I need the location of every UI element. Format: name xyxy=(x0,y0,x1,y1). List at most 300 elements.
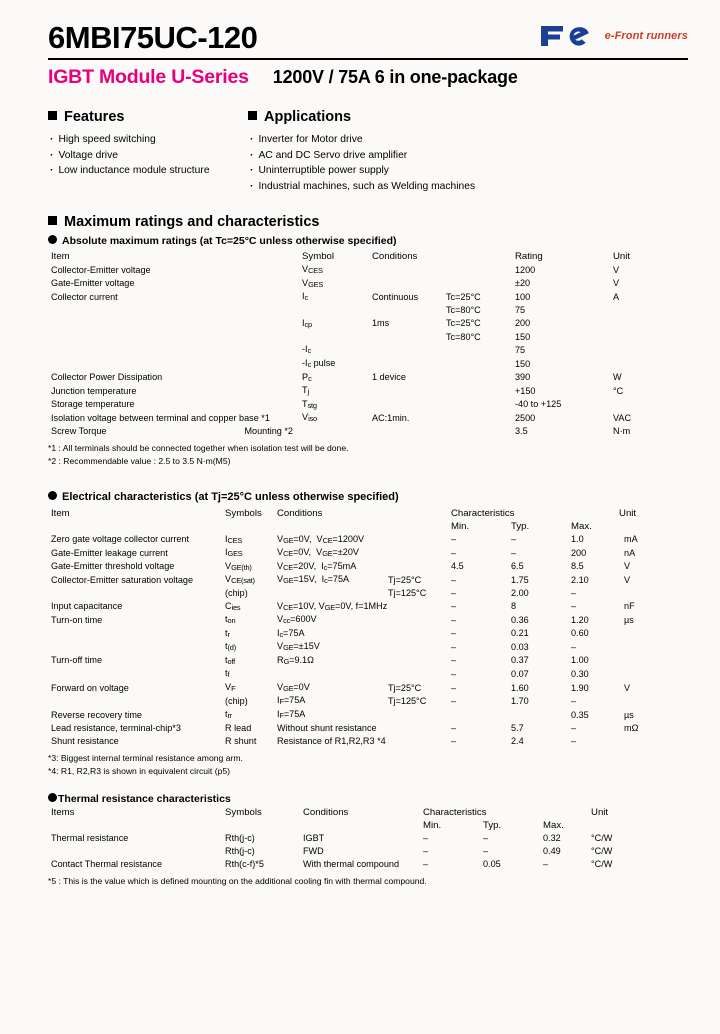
cell-item xyxy=(48,845,222,858)
cell-min: – xyxy=(451,614,457,625)
cell-symbol: $t_r$ xyxy=(225,627,230,639)
col-header-conditions: Conditions xyxy=(277,507,323,519)
cell-unit: V xyxy=(624,682,631,693)
cell-condition xyxy=(274,587,382,600)
cell-condition-1 xyxy=(369,384,512,398)
cell-condition-1 xyxy=(369,304,443,317)
cell-item: Collector current xyxy=(51,292,118,303)
col-header-characteristics: Characteristics xyxy=(423,807,487,819)
electrical-table xyxy=(48,507,660,748)
cell-typ: 8 xyxy=(511,601,517,612)
cell-min: – xyxy=(451,547,457,558)
cell-condition-2 xyxy=(443,277,512,291)
cell-condition-1 xyxy=(369,398,512,412)
col-header-typ: Typ. xyxy=(483,820,502,832)
datasheet-page xyxy=(0,22,720,1034)
cell-condition-1: Continuous xyxy=(372,291,419,302)
cell-unit: µs xyxy=(624,709,634,720)
cell-unit: A xyxy=(613,292,620,303)
cell-max: – xyxy=(571,588,577,599)
header-subtitle xyxy=(48,66,688,89)
cell-max: 1.20 xyxy=(571,614,589,625)
cell-item xyxy=(48,425,299,438)
cell-item: Collector-Emitter saturation voltage xyxy=(51,574,194,585)
cell-rating: -40 to +125 xyxy=(515,399,562,410)
cell-typ: 1.60 xyxy=(511,682,529,693)
cell-condition: Without shunt resistance xyxy=(277,722,377,733)
list-item: · Industrial machines, such as Welding machines xyxy=(250,179,668,195)
cell-symbol: $V_{GES}$ xyxy=(302,277,324,289)
table-header-row xyxy=(48,806,660,819)
cell-symbol xyxy=(299,304,369,317)
cell-symbol: $I_{cp}$ xyxy=(302,317,312,329)
table-header-row xyxy=(48,250,660,263)
cell-max: – xyxy=(571,601,577,612)
thermal-table-wrap xyxy=(48,806,660,871)
cell-symbol: R shunt xyxy=(225,735,257,746)
cell-unit: VAC xyxy=(613,412,632,423)
cell-symbol: Rth(j-c) xyxy=(225,846,255,857)
cell-rating: 1200 xyxy=(515,264,536,275)
cell-max: 0.32 xyxy=(543,833,561,844)
table-row xyxy=(48,546,660,560)
cell-max: 1.90 xyxy=(571,682,589,693)
table-row xyxy=(48,587,660,600)
cell-condition-1: 1 device xyxy=(372,372,406,383)
cell-condition: $V_{GE}=0V$, $V_{CE}=1200V$ xyxy=(277,533,365,545)
table-row xyxy=(48,735,660,748)
cell-typ: – xyxy=(511,547,517,558)
cell-typ: 0.37 xyxy=(511,655,529,666)
cell-max: 0.35 xyxy=(571,709,589,720)
cell-typ: 0.05 xyxy=(483,859,501,870)
cell-condition-1 xyxy=(369,277,443,291)
cell-condition-2: Tj=125°C xyxy=(388,696,427,707)
thermal-subtitle-row xyxy=(48,793,720,806)
cell-condition-2 xyxy=(443,357,512,371)
max-ratings-section xyxy=(48,214,720,247)
cell-max: 1.00 xyxy=(571,655,589,666)
cell-symbol: $t_{rr}$ xyxy=(225,709,233,720)
cell-max: 8.5 xyxy=(571,561,584,572)
fuji-electric-logo xyxy=(539,24,688,48)
table-row xyxy=(48,411,660,425)
cell-item xyxy=(48,587,222,600)
cell-condition-1: AC:1min. xyxy=(372,412,410,423)
cell-symbol: $V_F$ xyxy=(225,681,236,693)
cell-unit xyxy=(616,627,660,641)
round-bullet-icon xyxy=(48,793,57,802)
cell-symbol: $V_{CES}$ xyxy=(302,264,323,276)
cell-item xyxy=(48,694,222,708)
cell-condition-2: Tc=80°C xyxy=(446,331,481,342)
max-ratings-table xyxy=(48,250,660,437)
cell-rating: 150 xyxy=(515,331,531,342)
cell-symbol: $t_{(d)}$ xyxy=(225,641,236,653)
table-row xyxy=(48,832,660,845)
cell-condition-2: Tc=25°C xyxy=(446,291,481,302)
cell-min: – xyxy=(451,735,457,746)
cell-rating: 3.5 xyxy=(515,425,528,436)
applications-section xyxy=(248,109,668,194)
cell-min: – xyxy=(451,722,457,733)
col-header-item: Item xyxy=(51,507,70,519)
cell-max: – xyxy=(571,722,577,733)
cell-typ: 6.5 xyxy=(511,561,524,572)
cell-max: 200 xyxy=(571,547,587,558)
cell-condition-2 xyxy=(443,263,512,277)
cell-unit xyxy=(616,640,660,654)
round-bullet-icon xyxy=(48,235,57,244)
cell-rating: +150 xyxy=(515,385,536,396)
cell-typ: 0.07 xyxy=(511,668,529,679)
table-header-row xyxy=(48,507,660,520)
square-bullet-icon xyxy=(48,111,57,120)
cell-item-label: Screw Torque xyxy=(51,425,107,436)
cell-item: Input capacitance xyxy=(51,601,123,612)
cell-condition-2: Tc=25°C xyxy=(446,318,481,329)
thermal-section xyxy=(48,793,720,806)
cell-condition: $I_F=75A$ xyxy=(277,695,306,707)
cell-symbol: $t_{off}$ xyxy=(225,654,236,666)
cell-condition-2: Tj=25°C xyxy=(388,574,422,585)
cell-symbol: $I_{GES}$ xyxy=(225,547,243,559)
cell-unit xyxy=(616,735,660,748)
cell-item xyxy=(48,640,222,654)
cell-typ: 0.36 xyxy=(511,614,529,625)
cell-max: 0.30 xyxy=(571,668,589,679)
cell-unit: V xyxy=(613,264,620,275)
cell-item: Turn-on time xyxy=(51,614,103,625)
features-heading xyxy=(48,109,248,126)
list-item: · High speed switching xyxy=(50,132,248,148)
list-item: · Low inductance module structure xyxy=(50,163,248,179)
cell-item: Shunt resistance xyxy=(51,735,119,746)
features-section xyxy=(48,109,248,194)
cell-symbol: $T_{stg}$ xyxy=(302,398,317,410)
features-title: Features xyxy=(64,109,125,125)
col-header-items: Items xyxy=(51,807,75,819)
cell-unit: nF xyxy=(624,601,635,612)
cell-condition: $I_F=75A$ xyxy=(277,709,306,720)
electrical-note-1: *3: Biggest internal terminal resistance among arm. xyxy=(48,752,243,763)
cell-max: – xyxy=(571,641,577,652)
cell-symbol: $-I_c$ xyxy=(302,344,312,356)
cell-min: – xyxy=(451,588,457,599)
cell-symbol: $V_{CE(sat)}$ xyxy=(225,574,255,586)
thermal-note-1: *5 : This is the value which is defined mounting on the additional cooling fin with thermal compound. xyxy=(48,876,427,887)
electrical-section xyxy=(48,491,720,504)
cell-min: – xyxy=(423,846,429,857)
cell-typ: 0.03 xyxy=(511,641,529,652)
electrical-subtitle: Electrical characteristics (at Tj=25°C unless otherwise specified) xyxy=(62,490,399,503)
cell-max: 1.0 xyxy=(571,534,584,545)
cell-item xyxy=(48,667,222,681)
cell-typ: 2.4 xyxy=(511,735,524,746)
cell-typ: – xyxy=(511,534,517,545)
cell-item: Gate-Emitter threshold voltage xyxy=(51,561,175,572)
part-number: 6MBI75UC-120 xyxy=(48,20,258,55)
applications-heading xyxy=(248,109,668,126)
cell-unit: °C/W xyxy=(591,833,613,844)
cell-max: 0.49 xyxy=(543,846,561,857)
cell-condition-1 xyxy=(369,425,512,438)
cell-symbol: $t_f$ xyxy=(225,668,230,680)
fe-logo-icon xyxy=(539,24,601,48)
col-header-conditions: Conditions xyxy=(303,807,349,819)
cell-typ: – xyxy=(483,846,489,857)
table-row xyxy=(48,694,660,708)
cell-rating: 200 xyxy=(515,318,531,329)
max-ratings-title: Maximum ratings and characteristics xyxy=(64,214,320,231)
col-header-unit: Unit xyxy=(591,807,609,819)
table-row xyxy=(48,263,660,277)
cell-condition: IGBT xyxy=(303,833,325,844)
table-row xyxy=(48,667,660,681)
col-header-max: Max. xyxy=(571,520,592,532)
cell-min xyxy=(448,708,508,722)
col-header-unit: Unit xyxy=(613,251,631,263)
cell-condition-1 xyxy=(369,330,443,343)
table-row xyxy=(48,371,660,385)
cell-condition: With thermal compound xyxy=(303,859,400,870)
header-rule xyxy=(48,58,688,60)
cell-symbol: Rth(c-f)*5 xyxy=(225,859,264,870)
header-rating: 1200V / 75A 6 in one-package xyxy=(272,67,518,87)
cell-rating: 2500 xyxy=(515,412,536,423)
cell-typ: 1.75 xyxy=(511,574,529,585)
cell-item: Reverse recovery time xyxy=(51,709,142,720)
col-header-symbols: Symbols xyxy=(225,807,262,819)
cell-unit: µs xyxy=(624,614,634,625)
cell-typ: 0.21 xyxy=(511,628,529,639)
col-header-symbol: Symbol xyxy=(302,251,334,263)
cell-item: Collector Power Dissipation xyxy=(51,372,163,383)
cell-unit xyxy=(616,654,660,668)
list-item: · Inverter for Motor drive xyxy=(250,132,668,148)
cell-unit: V xyxy=(624,561,631,572)
features-list xyxy=(50,132,248,179)
cell-min: – xyxy=(423,859,429,870)
cell-item: Junction temperature xyxy=(51,385,137,396)
list-item: · AC and DC Servo drive amplifier xyxy=(250,148,668,164)
cell-symbol: (chip) xyxy=(225,696,248,707)
cell-condition-1 xyxy=(369,263,443,277)
max-ratings-note-1: *1 : All terminals should be connected together when isolation test will be done. xyxy=(48,442,349,453)
cell-condition: $R_G=9.1\Omega$ xyxy=(277,654,314,666)
cell-condition: $V_{CE}=0V$, $V_{GE}=\pm 20V$ xyxy=(277,547,359,559)
cell-condition-1 xyxy=(369,343,443,357)
cell-min: – xyxy=(451,601,457,612)
list-item: · Uninterruptible power supply xyxy=(250,163,668,179)
square-bullet-icon xyxy=(48,216,57,225)
table-row xyxy=(48,640,660,654)
cell-condition-2: Tj=125°C xyxy=(388,588,427,599)
cell-item xyxy=(48,627,222,641)
cell-item: Contact Thermal resistance xyxy=(51,859,163,870)
cell-condition: $V_{GE}=\pm 15V$ xyxy=(277,641,320,653)
cell-symbol: $-I_c$ pulse xyxy=(302,357,336,369)
col-header-rating: Rating xyxy=(515,251,543,263)
table-row xyxy=(48,600,660,614)
cell-condition: $V_{GE}=15V$, $I_c=75A$ xyxy=(277,574,350,586)
cell-item-mounting: Mounting *2 xyxy=(244,425,293,436)
cell-unit: nA xyxy=(624,547,636,558)
cell-max: 2.10 xyxy=(571,574,589,585)
cell-item: Isolation voltage between terminal and copper base *1 xyxy=(51,412,270,423)
cell-symbol: (chip) xyxy=(225,588,248,599)
cell-condition: $V_{CE}=20V$, $I_c=75mA$ xyxy=(277,560,357,572)
cell-item: Gate-Emitter voltage xyxy=(51,278,135,289)
thermal-table xyxy=(48,806,660,871)
table-row xyxy=(48,573,660,587)
table-row xyxy=(48,398,660,412)
cell-item: Collector-Emitter voltage xyxy=(51,264,151,275)
col-header-symbols: Symbols xyxy=(225,507,262,519)
cell-symbol: $t_{on}$ xyxy=(225,614,236,626)
cell-symbol: Rth(j-c) xyxy=(225,833,255,844)
max-ratings-note-2: *2 : Recommendable value : 2.5 to 3.5 N·m(M5) xyxy=(48,455,231,466)
cell-symbol: $V_{GE(th)}$ xyxy=(225,560,252,572)
cell-rating: 75 xyxy=(515,345,526,355)
cell-rating: 75 xyxy=(515,305,526,316)
cell-min: – xyxy=(451,628,457,639)
col-header-conditions: Conditions xyxy=(372,251,418,263)
cell-typ: 5.7 xyxy=(511,722,524,733)
cell-rating: 150 xyxy=(515,358,531,369)
electrical-table-wrap xyxy=(48,507,660,748)
cell-unit xyxy=(610,398,660,412)
cell-condition: $V_{cc}=600V$ xyxy=(277,614,317,626)
cell-typ: 2.00 xyxy=(511,588,529,599)
col-header-min: Min. xyxy=(423,820,442,832)
cell-item: Forward on voltage xyxy=(51,682,129,693)
thermal-subtitle: Thermal resistance characteristics xyxy=(58,792,231,805)
col-header-typ: Typ. xyxy=(511,520,530,532)
cell-min: – xyxy=(451,682,457,693)
cell-min: – xyxy=(451,534,457,545)
cell-symbol xyxy=(299,425,369,438)
cell-condition-2: Tj=25°C xyxy=(388,682,422,693)
cell-symbol: $P_c$ xyxy=(302,371,312,383)
page-header xyxy=(48,22,688,89)
applications-list xyxy=(250,132,668,194)
cell-unit xyxy=(616,667,660,681)
cell-condition-2: Tc=80°C xyxy=(446,305,481,316)
cell-min: – xyxy=(451,655,457,666)
applications-title: Applications xyxy=(264,109,352,125)
cell-symbol: $C_{ies}$ xyxy=(225,600,241,612)
cell-max: – xyxy=(571,696,577,707)
table-row xyxy=(48,654,660,668)
cell-min: – xyxy=(451,574,457,585)
list-item: · Voltage drive xyxy=(50,148,248,164)
table-row xyxy=(48,384,660,398)
table-row xyxy=(48,708,660,722)
col-header-min: Min. xyxy=(451,520,470,532)
cell-max: – xyxy=(543,859,549,870)
cell-condition: $I_c=75A$ xyxy=(277,627,305,639)
cell-item: Zero gate voltage collector current xyxy=(51,534,189,545)
table-row xyxy=(48,627,660,641)
col-header-unit: Unit xyxy=(619,507,637,519)
cell-unit: V xyxy=(613,278,620,289)
cell-symbol: R lead xyxy=(225,722,252,733)
cell-typ xyxy=(508,708,568,722)
cell-unit xyxy=(616,694,660,708)
cell-min: – xyxy=(451,668,457,679)
cell-condition: $V_{CE}=10V$, $V_{GE}=0V$, f=1MHz xyxy=(277,600,388,612)
series-title: IGBT Module U-Series xyxy=(48,66,249,88)
cell-item: Lead resistance, terminal-chip*3 xyxy=(51,722,181,733)
cell-min: – xyxy=(451,641,457,652)
cell-condition-1 xyxy=(369,357,443,371)
cell-symbol: $I_c$ xyxy=(302,291,309,303)
cell-unit: °C xyxy=(613,385,624,396)
electrical-subtitle-row xyxy=(48,491,720,504)
table-row xyxy=(48,277,660,291)
cell-condition: Resistance of R1,R2,R3 *4 xyxy=(277,735,386,746)
cell-rating: 100 xyxy=(515,291,531,302)
cell-symbol xyxy=(299,330,369,343)
max-ratings-table-wrap xyxy=(48,250,660,437)
logo-tagline: e-Front runners xyxy=(604,30,688,42)
cell-min: – xyxy=(451,696,457,707)
cell-rating: ±20 xyxy=(515,278,531,289)
cell-max: – xyxy=(571,735,577,746)
cell-condition-1: 1ms xyxy=(372,318,390,329)
cell-item: Storage temperature xyxy=(51,399,135,410)
table-row xyxy=(48,722,660,735)
max-ratings-subtitle: Absolute maximum ratings (at Tc=25°C unless otherwise specified) xyxy=(62,234,397,247)
table-row xyxy=(48,858,660,871)
cell-typ: – xyxy=(483,833,489,844)
cell-symbol: $I_{CES}$ xyxy=(225,533,243,545)
col-header-item: Item xyxy=(51,251,70,263)
features-applications xyxy=(48,109,720,194)
cell-unit: V xyxy=(624,574,631,585)
cell-condition xyxy=(274,667,448,681)
max-ratings-heading xyxy=(48,214,720,231)
cell-min: 4.5 xyxy=(451,561,464,572)
cell-unit xyxy=(616,587,660,600)
cell-min: – xyxy=(423,833,429,844)
cell-max: 0.60 xyxy=(571,628,589,639)
table-row xyxy=(48,845,660,858)
cell-unit: mΩ xyxy=(624,722,639,733)
table-row xyxy=(48,533,660,547)
table-row xyxy=(48,560,660,574)
round-bullet-icon xyxy=(48,491,57,500)
cell-item: Gate-Emitter leakage current xyxy=(51,547,168,558)
col-header-characteristics: Characteristics xyxy=(451,507,515,519)
cell-unit: N·m xyxy=(613,425,631,436)
square-bullet-icon xyxy=(248,111,257,120)
cell-symbol: $T_j$ xyxy=(302,385,310,397)
max-ratings-subtitle-row xyxy=(48,235,720,248)
cell-condition: $V_{GE}=0V$ xyxy=(277,681,310,693)
cell-unit: W xyxy=(613,372,622,383)
table-row xyxy=(48,613,660,627)
cell-unit: mA xyxy=(624,534,638,545)
cell-item: Turn-off time xyxy=(51,655,103,666)
cell-unit: °C/W xyxy=(591,846,613,857)
table-row xyxy=(48,681,660,695)
cell-rating: 390 xyxy=(515,372,531,383)
cell-condition-2 xyxy=(443,343,512,357)
cell-item: Thermal resistance xyxy=(51,833,129,844)
cell-typ: 1.70 xyxy=(511,696,529,707)
